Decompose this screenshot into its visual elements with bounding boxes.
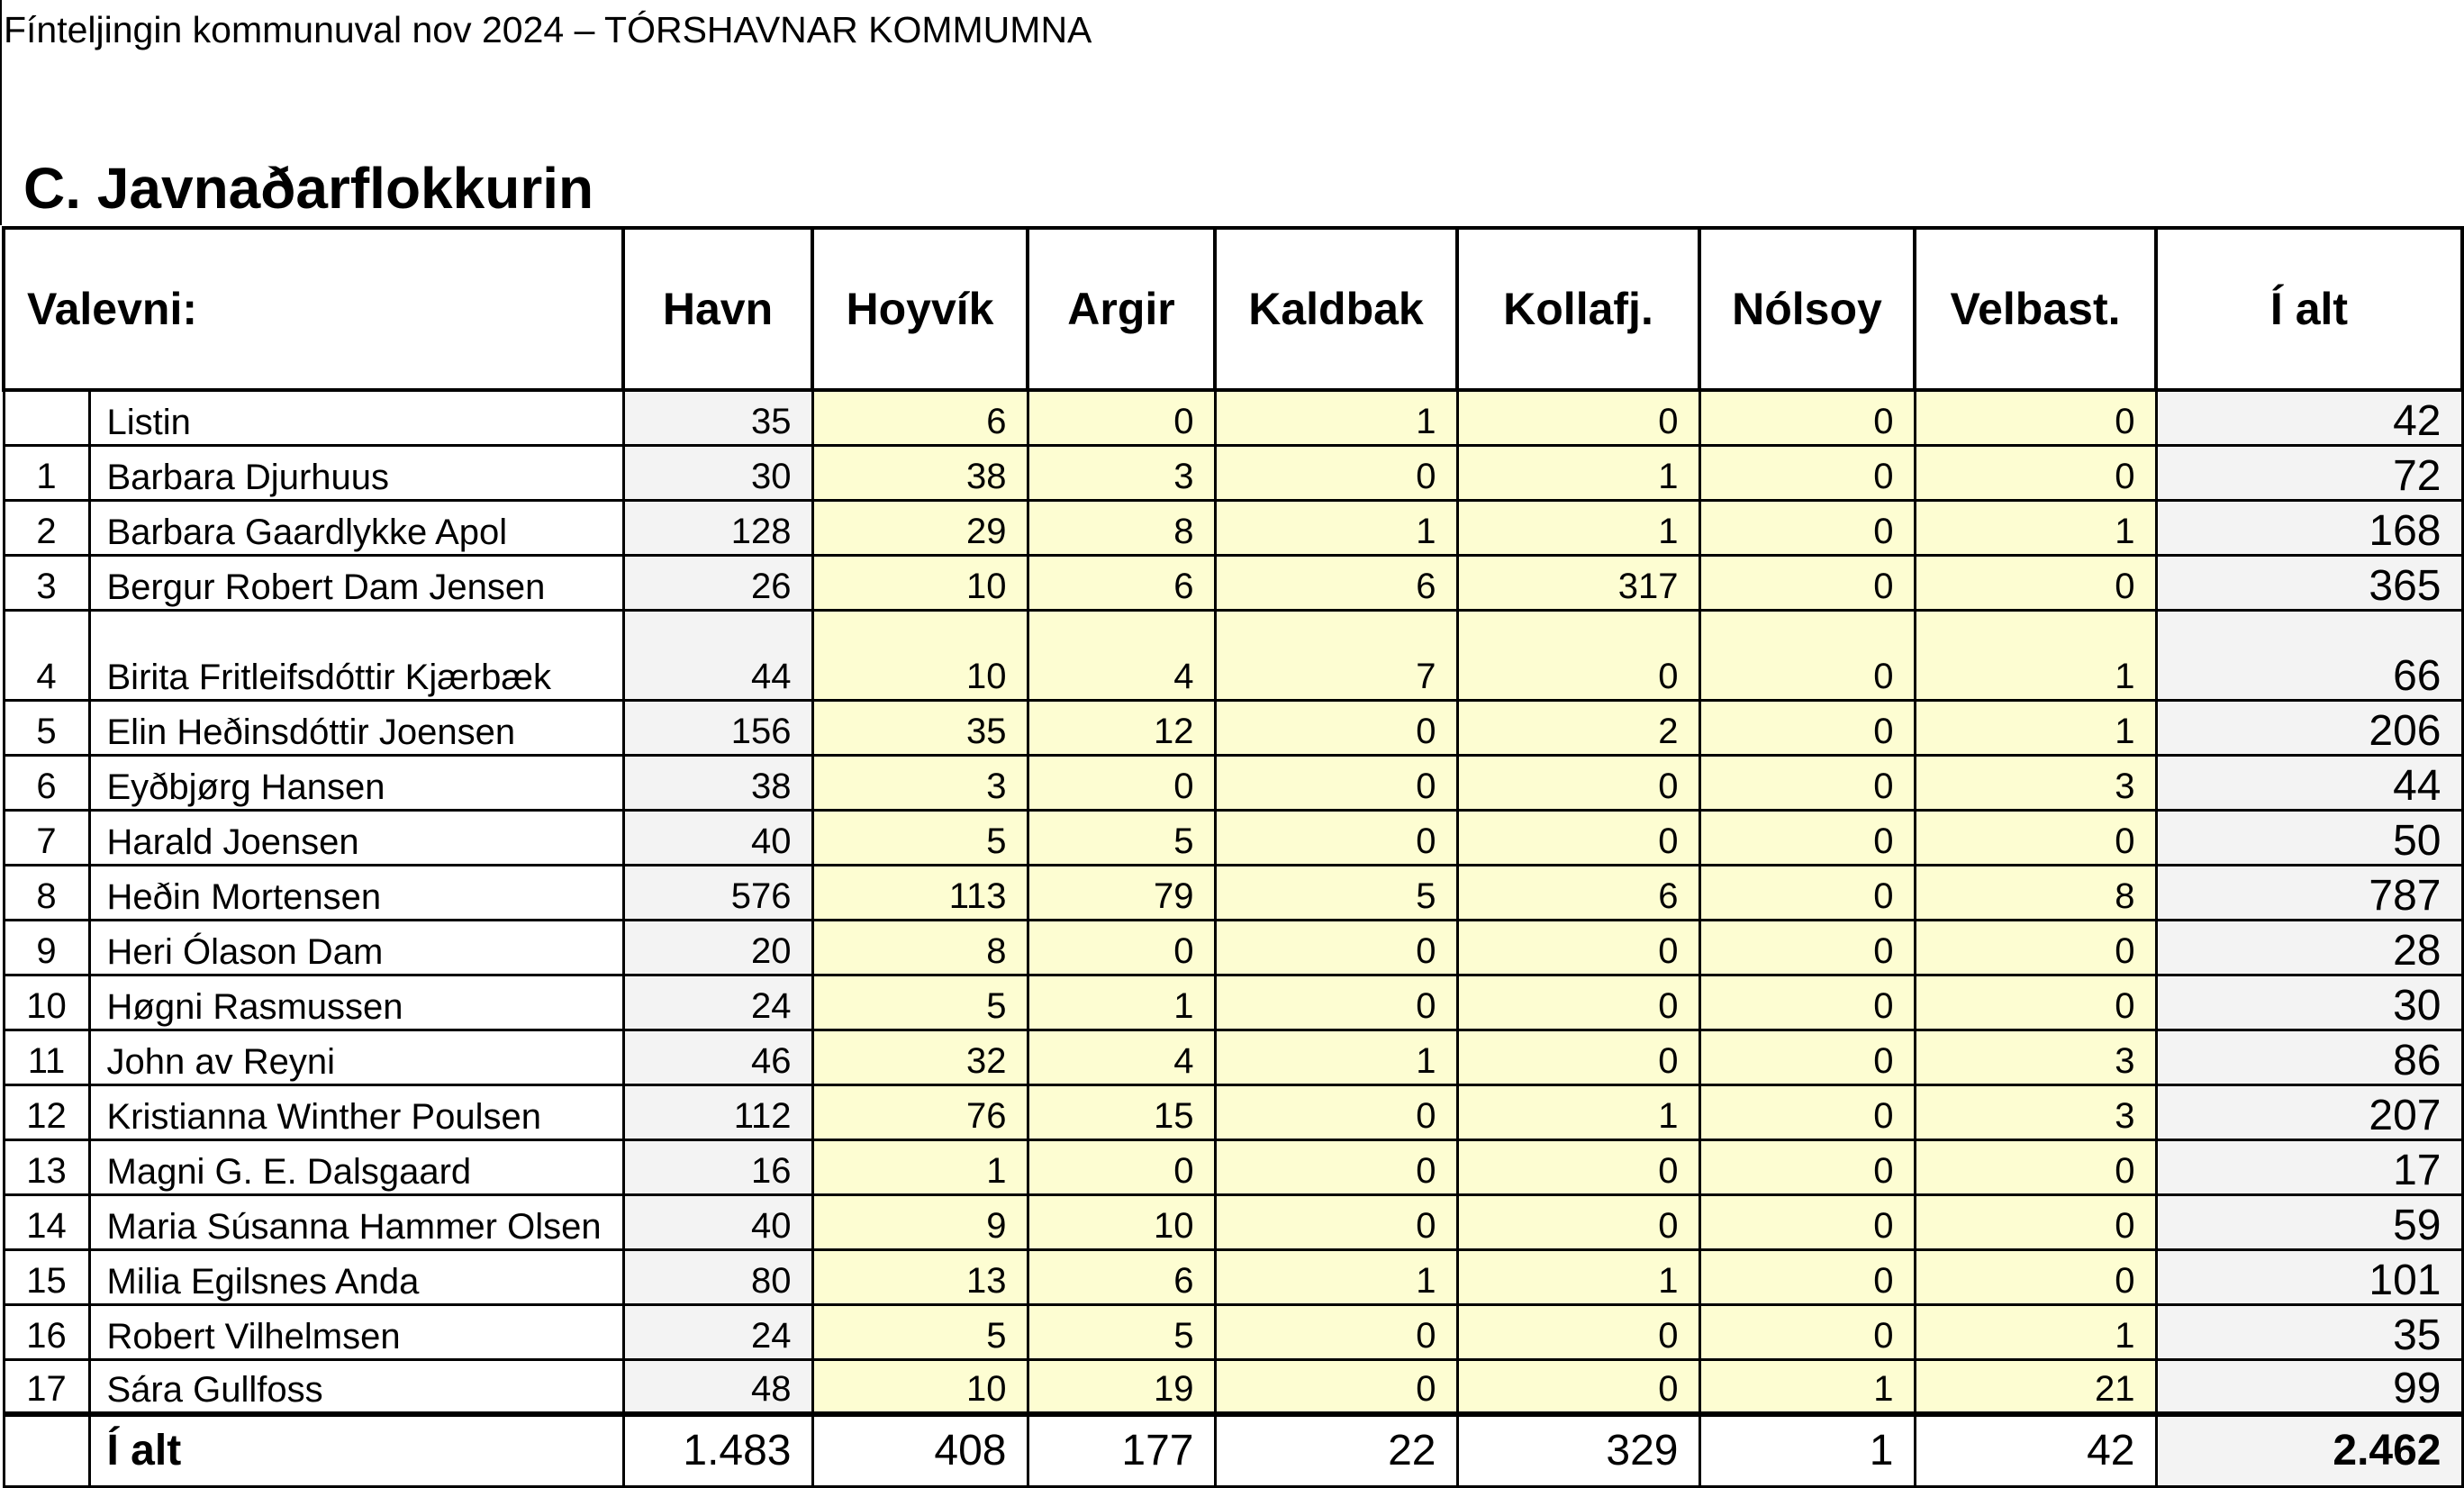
votes-argir: 19 <box>1028 1359 1215 1414</box>
left-rule <box>0 0 2 225</box>
votes-nolsoy: 0 <box>1699 755 1915 810</box>
table-row <box>4 390 2462 445</box>
header-row <box>4 228 2462 390</box>
candidate-number: 3 <box>4 555 89 610</box>
votes-havn: 26 <box>623 555 812 610</box>
votes-hoyvik: 6 <box>812 390 1028 445</box>
votes-kaldbak: 5 <box>1215 865 1457 920</box>
candidate-name: Milia Egilsnes Anda <box>89 1249 623 1304</box>
votes-kaldbak: 0 <box>1215 810 1457 865</box>
votes-hoyvik: 8 <box>812 920 1028 975</box>
votes-kaldbak: 6 <box>1215 555 1457 610</box>
votes-havn: 30 <box>623 445 812 500</box>
votes-kaldbak: 0 <box>1215 975 1457 1030</box>
table-row <box>4 1139 2462 1194</box>
document-header: Fínteljingin kommunuval nov 2024 – TÓRSHAVNAR KOMMUMNA <box>4 9 1092 50</box>
votes-total: 66 <box>2156 610 2462 700</box>
votes-havn: 44 <box>623 610 812 700</box>
votes-argir: 5 <box>1028 1304 1215 1359</box>
votes-nolsoy: 0 <box>1699 1304 1915 1359</box>
votes-havn: 156 <box>623 700 812 755</box>
candidate-number: 9 <box>4 920 89 975</box>
votes-nolsoy: 1 <box>1699 1359 1915 1414</box>
candidate-number: 6 <box>4 755 89 810</box>
sum-havn: 1.483 <box>623 1414 812 1486</box>
col-header-kaldbak: Kaldbak <box>1215 228 1457 390</box>
table-row <box>4 445 2462 500</box>
table-row <box>4 1194 2462 1249</box>
votes-kollafj: 0 <box>1457 1304 1699 1359</box>
votes-argir: 4 <box>1028 610 1215 700</box>
votes-total: 35 <box>2156 1304 2462 1359</box>
votes-nolsoy: 0 <box>1699 920 1915 975</box>
votes-kollafj: 1 <box>1457 1084 1699 1139</box>
votes-nolsoy: 0 <box>1699 865 1915 920</box>
candidate-name: Robert Vilhelmsen <box>89 1304 623 1359</box>
candidate-name: Birita Fritleifsdóttir Kjærbæk <box>89 610 623 700</box>
col-header-argir: Argir <box>1028 228 1215 390</box>
votes-kollafj: 0 <box>1457 1030 1699 1084</box>
votes-kollafj: 0 <box>1457 810 1699 865</box>
votes-nolsoy: 0 <box>1699 1030 1915 1084</box>
votes-havn: 46 <box>623 1030 812 1084</box>
votes-total: 787 <box>2156 865 2462 920</box>
votes-total: 101 <box>2156 1249 2462 1304</box>
table-row <box>4 1030 2462 1084</box>
votes-kollafj: 0 <box>1457 920 1699 975</box>
candidate-number <box>4 390 89 445</box>
votes-total: 206 <box>2156 700 2462 755</box>
votes-argir: 6 <box>1028 1249 1215 1304</box>
votes-argir: 0 <box>1028 390 1215 445</box>
votes-havn: 16 <box>623 1139 812 1194</box>
votes-havn: 112 <box>623 1084 812 1139</box>
votes-kaldbak: 7 <box>1215 610 1457 700</box>
votes-hoyvik: 5 <box>812 1304 1028 1359</box>
votes-kaldbak: 0 <box>1215 700 1457 755</box>
votes-hoyvik: 9 <box>812 1194 1028 1249</box>
votes-nolsoy: 0 <box>1699 445 1915 500</box>
candidate-name: Kristianna Winther Poulsen <box>89 1084 623 1139</box>
table-row <box>4 810 2462 865</box>
votes-havn: 40 <box>623 1194 812 1249</box>
col-header-havn: Havn <box>623 228 812 390</box>
votes-kaldbak: 1 <box>1215 500 1457 555</box>
table-row <box>4 975 2462 1030</box>
candidate-name: Høgni Rasmussen <box>89 975 623 1030</box>
candidate-number: 17 <box>4 1359 89 1414</box>
votes-hoyvik: 5 <box>812 975 1028 1030</box>
votes-total: 99 <box>2156 1359 2462 1414</box>
votes-argir: 6 <box>1028 555 1215 610</box>
candidate-name: Magni G. E. Dalsgaard <box>89 1139 623 1194</box>
votes-nolsoy: 0 <box>1699 1084 1915 1139</box>
votes-hoyvik: 10 <box>812 610 1028 700</box>
votes-havn: 38 <box>623 755 812 810</box>
table-row <box>4 700 2462 755</box>
votes-argir: 4 <box>1028 1030 1215 1084</box>
candidate-number: 10 <box>4 975 89 1030</box>
votes-total: 42 <box>2156 390 2462 445</box>
votes-kollafj: 0 <box>1457 1194 1699 1249</box>
votes-velbast: 1 <box>1915 610 2156 700</box>
votes-velbast: 0 <box>1915 975 2156 1030</box>
votes-hoyvik: 113 <box>812 865 1028 920</box>
candidate-name: Sára Gullfoss <box>89 1359 623 1414</box>
votes-argir: 5 <box>1028 810 1215 865</box>
candidate-name: Barbara Gaardlykke Apol <box>89 500 623 555</box>
candidate-name: Barbara Djurhuus <box>89 445 623 500</box>
votes-total: 50 <box>2156 810 2462 865</box>
col-header-hoyvik: Hoyvík <box>812 228 1028 390</box>
votes-velbast: 0 <box>1915 920 2156 975</box>
sum-velbast: 42 <box>1915 1414 2156 1486</box>
candidate-number: 1 <box>4 445 89 500</box>
votes-kollafj: 1 <box>1457 445 1699 500</box>
votes-nolsoy: 0 <box>1699 700 1915 755</box>
candidate-number: 5 <box>4 700 89 755</box>
votes-argir: 8 <box>1028 500 1215 555</box>
votes-velbast: 21 <box>1915 1359 2156 1414</box>
votes-argir: 10 <box>1028 1194 1215 1249</box>
table-row <box>4 1359 2462 1414</box>
votes-havn: 35 <box>623 390 812 445</box>
votes-havn: 20 <box>623 920 812 975</box>
votes-hoyvik: 10 <box>812 555 1028 610</box>
votes-argir: 79 <box>1028 865 1215 920</box>
votes-total: 59 <box>2156 1194 2462 1249</box>
votes-argir: 15 <box>1028 1084 1215 1139</box>
votes-total: 44 <box>2156 755 2462 810</box>
sum-nolsoy: 1 <box>1699 1414 1915 1486</box>
votes-kaldbak: 0 <box>1215 1084 1457 1139</box>
votes-velbast: 0 <box>1915 1249 2156 1304</box>
table-row <box>4 920 2462 975</box>
sum-row <box>4 1414 2462 1486</box>
votes-hoyvik: 5 <box>812 810 1028 865</box>
votes-kaldbak: 0 <box>1215 1194 1457 1249</box>
votes-velbast: 0 <box>1915 1139 2156 1194</box>
votes-nolsoy: 0 <box>1699 555 1915 610</box>
votes-velbast: 3 <box>1915 1084 2156 1139</box>
col-header-total: Í alt <box>2156 228 2462 390</box>
col-header-velbast: Velbast. <box>1915 228 2156 390</box>
votes-kollafj: 1 <box>1457 1249 1699 1304</box>
votes-hoyvik: 3 <box>812 755 1028 810</box>
votes-argir: 1 <box>1028 975 1215 1030</box>
table-row <box>4 610 2462 700</box>
votes-argir: 3 <box>1028 445 1215 500</box>
votes-nolsoy: 0 <box>1699 390 1915 445</box>
sum-kollafj: 329 <box>1457 1414 1699 1486</box>
votes-havn: 128 <box>623 500 812 555</box>
votes-kollafj: 0 <box>1457 975 1699 1030</box>
votes-hoyvik: 13 <box>812 1249 1028 1304</box>
votes-table <box>2 226 2464 1488</box>
candidate-name: Listin <box>89 390 623 445</box>
votes-kaldbak: 0 <box>1215 1359 1457 1414</box>
votes-total: 30 <box>2156 975 2462 1030</box>
votes-velbast: 0 <box>1915 445 2156 500</box>
votes-velbast: 0 <box>1915 810 2156 865</box>
votes-argir: 0 <box>1028 920 1215 975</box>
votes-kaldbak: 0 <box>1215 1139 1457 1194</box>
table-row <box>4 755 2462 810</box>
table-row <box>4 1084 2462 1139</box>
votes-kaldbak: 0 <box>1215 755 1457 810</box>
votes-havn: 24 <box>623 1304 812 1359</box>
votes-velbast: 0 <box>1915 390 2156 445</box>
candidate-name: Maria Súsanna Hammer Olsen <box>89 1194 623 1249</box>
votes-kollafj: 0 <box>1457 390 1699 445</box>
candidate-number: 13 <box>4 1139 89 1194</box>
votes-velbast: 8 <box>1915 865 2156 920</box>
candidate-number: 15 <box>4 1249 89 1304</box>
votes-hoyvik: 35 <box>812 700 1028 755</box>
votes-kollafj: 2 <box>1457 700 1699 755</box>
votes-kaldbak: 1 <box>1215 1030 1457 1084</box>
votes-nolsoy: 0 <box>1699 500 1915 555</box>
votes-argir: 12 <box>1028 700 1215 755</box>
votes-kaldbak: 1 <box>1215 1249 1457 1304</box>
votes-velbast: 1 <box>1915 700 2156 755</box>
candidate-name: John av Reyni <box>89 1030 623 1084</box>
votes-kaldbak: 0 <box>1215 1304 1457 1359</box>
candidate-number: 12 <box>4 1084 89 1139</box>
votes-kollafj: 0 <box>1457 755 1699 810</box>
col-header-kollafj: Kollafj. <box>1457 228 1699 390</box>
table-row <box>4 1304 2462 1359</box>
votes-velbast: 3 <box>1915 1030 2156 1084</box>
votes-total: 168 <box>2156 500 2462 555</box>
candidate-number: 8 <box>4 865 89 920</box>
candidate-name: Elin Heðinsdóttir Joensen <box>89 700 623 755</box>
votes-kollafj: 1 <box>1457 500 1699 555</box>
votes-nolsoy: 0 <box>1699 1194 1915 1249</box>
votes-kaldbak: 0 <box>1215 920 1457 975</box>
votes-velbast: 0 <box>1915 555 2156 610</box>
candidate-name: Harald Joensen <box>89 810 623 865</box>
votes-havn: 48 <box>623 1359 812 1414</box>
grand-total: 2.462 <box>2156 1414 2462 1486</box>
sum-number <box>4 1414 89 1486</box>
votes-kaldbak: 0 <box>1215 445 1457 500</box>
votes-nolsoy: 0 <box>1699 975 1915 1030</box>
votes-kollafj: 0 <box>1457 1139 1699 1194</box>
votes-total: 207 <box>2156 1084 2462 1139</box>
votes-total: 17 <box>2156 1139 2462 1194</box>
candidate-number: 4 <box>4 610 89 700</box>
votes-kollafj: 317 <box>1457 555 1699 610</box>
votes-kollafj: 0 <box>1457 610 1699 700</box>
votes-total: 365 <box>2156 555 2462 610</box>
votes-hoyvik: 10 <box>812 1359 1028 1414</box>
votes-nolsoy: 0 <box>1699 810 1915 865</box>
candidate-name: Bergur Robert Dam Jensen <box>89 555 623 610</box>
table-row <box>4 1249 2462 1304</box>
party-title: C. Javnaðarflokkurin <box>23 156 594 221</box>
table-row <box>4 555 2462 610</box>
votes-nolsoy: 0 <box>1699 1249 1915 1304</box>
sum-argir: 177 <box>1028 1414 1215 1486</box>
votes-argir: 0 <box>1028 755 1215 810</box>
votes-havn: 24 <box>623 975 812 1030</box>
col-header-valevni: Valevni: <box>4 228 623 390</box>
votes-hoyvik: 32 <box>812 1030 1028 1084</box>
votes-havn: 80 <box>623 1249 812 1304</box>
votes-velbast: 3 <box>1915 755 2156 810</box>
votes-havn: 576 <box>623 865 812 920</box>
sum-label: Í alt <box>89 1414 623 1486</box>
votes-hoyvik: 76 <box>812 1084 1028 1139</box>
votes-velbast: 0 <box>1915 1194 2156 1249</box>
col-header-nolsoy: Nólsoy <box>1699 228 1915 390</box>
candidate-number: 14 <box>4 1194 89 1249</box>
candidate-number: 11 <box>4 1030 89 1084</box>
votes-total: 86 <box>2156 1030 2462 1084</box>
table-row <box>4 500 2462 555</box>
votes-kollafj: 0 <box>1457 1359 1699 1414</box>
votes-nolsoy: 0 <box>1699 1139 1915 1194</box>
votes-total: 28 <box>2156 920 2462 975</box>
candidate-number: 2 <box>4 500 89 555</box>
votes-kaldbak: 1 <box>1215 390 1457 445</box>
candidate-number: 7 <box>4 810 89 865</box>
candidate-name: Eyðbjørg Hansen <box>89 755 623 810</box>
sum-kaldbak: 22 <box>1215 1414 1457 1486</box>
votes-total: 72 <box>2156 445 2462 500</box>
votes-velbast: 1 <box>1915 1304 2156 1359</box>
table-row <box>4 865 2462 920</box>
candidate-number: 16 <box>4 1304 89 1359</box>
sum-hoyvik: 408 <box>812 1414 1028 1486</box>
votes-nolsoy: 0 <box>1699 610 1915 700</box>
candidate-name: Heri Ólason Dam <box>89 920 623 975</box>
votes-havn: 40 <box>623 810 812 865</box>
votes-velbast: 1 <box>1915 500 2156 555</box>
votes-kollafj: 6 <box>1457 865 1699 920</box>
votes-argir: 0 <box>1028 1139 1215 1194</box>
votes-hoyvik: 29 <box>812 500 1028 555</box>
votes-hoyvik: 1 <box>812 1139 1028 1194</box>
votes-hoyvik: 38 <box>812 445 1028 500</box>
candidate-name: Heðin Mortensen <box>89 865 623 920</box>
